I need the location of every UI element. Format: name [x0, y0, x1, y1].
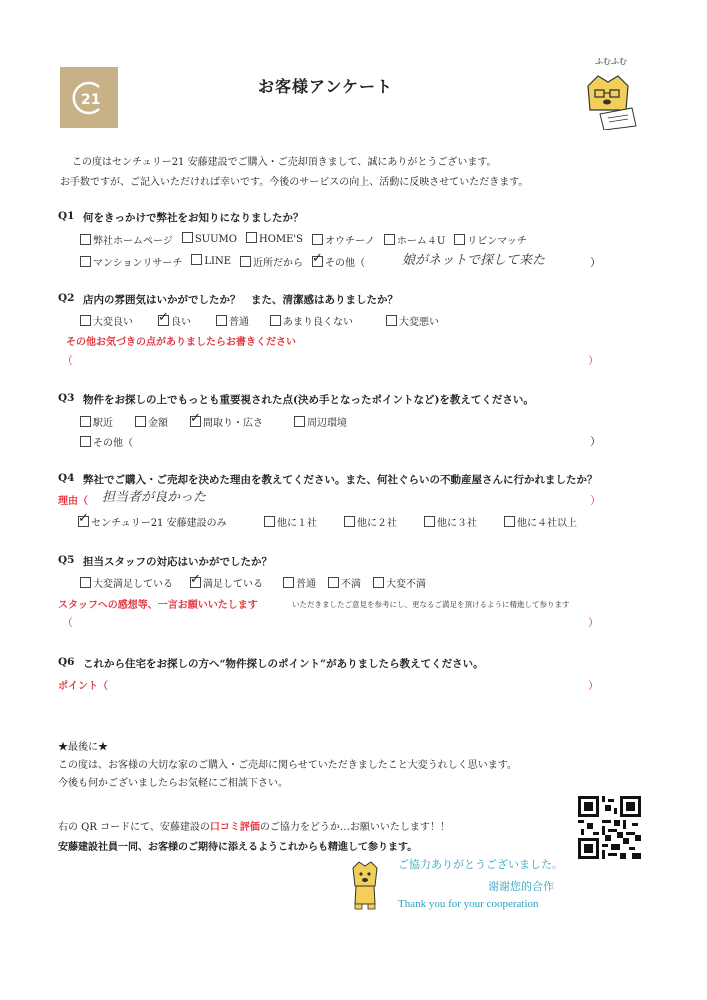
checkbox[interactable] — [344, 516, 355, 527]
checkbox[interactable] — [270, 315, 281, 326]
q1-question: 何をきっかけで弊社をお知りになりましたか？ — [83, 212, 304, 224]
q2-option-very-good[interactable]: 大変良い — [80, 313, 133, 328]
checkbox[interactable] — [80, 436, 91, 447]
q2-prompt: その他お気づきの点がありましたらお書きください — [66, 337, 296, 348]
checkbox[interactable] — [504, 516, 515, 527]
checkbox[interactable] — [80, 256, 91, 267]
q4-reason-label: 理由（ — [58, 496, 88, 507]
checkbox[interactable] — [191, 254, 202, 265]
checkbox[interactable] — [246, 232, 257, 243]
q4-question: 弊社でご購入・ご売却を決めた理由を教えてください。また、何社ぐらいの不動産屋さんに行かれましたか？ — [83, 474, 598, 486]
q4-option-2-others[interactable]: 他に２社 — [344, 514, 397, 529]
q1-option-mansion-research[interactable]: マンションリサーチ — [80, 254, 182, 269]
q5-option-very-dissatisfied[interactable]: 大変不満 — [373, 575, 426, 590]
q2-option-very-bad[interactable]: 大変悪い — [386, 313, 439, 328]
checkbox[interactable] — [424, 516, 435, 527]
q3-option-other[interactable]: その他（ — [80, 434, 133, 449]
checkbox-checked[interactable] — [158, 315, 169, 326]
q6-close-paren: ） — [588, 679, 599, 692]
checkbox[interactable] — [283, 577, 294, 588]
logo-mark-icon — [69, 78, 109, 118]
closing-final-line: 安藤建設社員一同、お客様のご期待に添えるようこれからも精進して参ります。 — [58, 842, 418, 853]
q6-label: Q6 — [58, 656, 75, 668]
q1-option-home4u[interactable]: ホーム４U — [384, 232, 445, 247]
checkbox[interactable] — [182, 232, 193, 243]
checkbox[interactable] — [240, 256, 251, 267]
q4-option-only-c21[interactable]: ✓センチュリー21 安藤建設のみ — [78, 514, 227, 529]
q1-close-paren: ） — [590, 256, 601, 269]
q1-option-homes[interactable]: HOME'S — [246, 232, 303, 247]
checkbox[interactable] — [80, 315, 91, 326]
q4-option-3-others[interactable]: 他に３社 — [424, 514, 477, 529]
q1-handwritten-answer[interactable]: 娘がネットで探して来た — [402, 253, 546, 268]
q3-close-paren: ） — [590, 435, 601, 448]
q6-question: これから住宅をお探しの方へ“物件探しのポイント”がありましたら教えてください。 — [83, 658, 484, 670]
q2-close-paren: ） — [588, 354, 599, 367]
q6-prompt: ポイント（ — [58, 681, 108, 692]
q5-close-paren: ） — [588, 616, 599, 629]
q1-option-livinmatch[interactable]: リビンマッチ — [454, 232, 527, 247]
closing-line-1: この度は、お客様の大切な家のご購入・ご売却に関らせていただきましたこと大変うれしく思います。 — [58, 760, 517, 771]
q1-options-row1 — [80, 232, 527, 247]
intro-line-2: お手数ですが、ご記入いただければ幸いです。今後のサービスの向上、活動に反映させていただきます。 — [60, 177, 529, 188]
qr-code-icon[interactable] — [578, 796, 641, 859]
q5-comment-field[interactable] — [80, 614, 580, 628]
thanks-english: Thank you for your cooperation — [398, 898, 539, 910]
q5-note: いただきましたご意見を参考にし、更なるご満足を頂けるように精進して参ります — [292, 600, 570, 609]
checkbox[interactable] — [373, 577, 384, 588]
q4-handwritten-reason[interactable]: 担当者が良かった — [102, 490, 207, 505]
q4-close-paren: ） — [590, 494, 601, 507]
q4-label: Q4 — [58, 472, 75, 484]
q5-option-very-satisfied[interactable]: 大変満足している — [80, 575, 173, 590]
qr-request-line: 右の QR コードにて、安藤建設の口コミ評価のご協力をどうか…お願いいたします！！ — [58, 822, 450, 833]
q4-option-1-other[interactable]: 他に１社 — [264, 514, 317, 529]
checkbox[interactable] — [454, 234, 465, 245]
q5-option-satisfied[interactable]: ✓ 満足している — [190, 575, 263, 590]
review-highlight: 口コミ評価 — [209, 822, 260, 833]
q2-open-paren: （ — [62, 354, 73, 367]
q3-question: 物件をお探しの上でもっとも重要視された点(決め手となったポイントなど)を教えてください。 — [83, 394, 534, 406]
intro-line-1: この度はセンチュリー21 安藤建設でご購入・ご売却頂きまして、誠にありがとうございます。 — [72, 157, 497, 168]
q3-option-price[interactable]: 金額 — [135, 414, 168, 429]
q1-option-other[interactable]: ✓ その他（ — [312, 254, 365, 269]
q5-prompt: スタッフへの感想等、一言お願いいたします — [58, 600, 258, 611]
q4-option-4-plus-others[interactable]: 他に４社以上 — [504, 514, 577, 529]
checkbox-checked[interactable] — [190, 577, 201, 588]
checkbox[interactable] — [216, 315, 227, 326]
century21-logo — [60, 67, 118, 128]
checkbox[interactable] — [294, 416, 305, 427]
checkbox[interactable] — [386, 315, 397, 326]
q1-label: Q1 — [58, 210, 75, 222]
checkbox[interactable] — [328, 577, 339, 588]
mascot-caption: ふむふむ — [595, 57, 627, 66]
q5-question: 担当スタッフの対応はいかがでしたか？ — [83, 556, 272, 568]
q5-label: Q5 — [58, 554, 75, 566]
svg-text:21: 21 — [81, 91, 101, 108]
q1-option-line[interactable]: LINE — [191, 254, 231, 269]
q5-open-paren: （ — [62, 616, 73, 629]
q3-option-surroundings[interactable]: 周辺環境 — [294, 414, 347, 429]
checkbox[interactable] — [135, 416, 146, 427]
closing-line-2: 今後も何かございましたらお気軽にご相談下さい。 — [58, 778, 288, 789]
q3-option-station[interactable]: 駅近 — [80, 414, 113, 429]
q5-option-normal[interactable]: 普通 — [283, 575, 316, 590]
checkbox[interactable] — [80, 416, 91, 427]
q1-options-row2 — [80, 254, 365, 269]
q1-option-ouchino[interactable]: オウチーノ — [312, 232, 375, 247]
checkbox-checked[interactable] — [190, 416, 201, 427]
dog-mascot-writing-icon — [578, 68, 638, 130]
page-title: お客様アンケート — [258, 77, 394, 96]
q2-option-good[interactable]: ✓ 良い — [158, 313, 191, 328]
q1-option-suumo[interactable]: SUUMO — [182, 232, 237, 247]
checkbox[interactable] — [312, 234, 323, 245]
checkbox[interactable] — [80, 577, 91, 588]
checkbox-checked[interactable] — [78, 516, 89, 527]
thanks-chinese: 谢谢您的合作 — [488, 880, 554, 893]
q1-option-homepage[interactable]: 弊社ホームページ — [80, 232, 173, 247]
q2-comment-field[interactable] — [80, 352, 580, 366]
q3-option-layout[interactable]: ✓ 間取り・広さ — [190, 414, 263, 429]
q1-option-nearby[interactable]: 近所だから — [240, 254, 303, 269]
checkbox[interactable] — [384, 234, 395, 245]
q5-option-dissatisfied[interactable]: 不満 — [328, 575, 361, 590]
q2-option-normal[interactable]: 普通 — [216, 313, 249, 328]
q3-label: Q3 — [58, 392, 75, 404]
checkbox-checked[interactable] — [312, 256, 323, 267]
q2-label: Q2 — [58, 292, 75, 304]
checkbox[interactable] — [80, 234, 91, 245]
closing-heading: ★最後に★ — [58, 742, 108, 753]
q2-option-not-good[interactable]: あまり良くない — [270, 313, 353, 328]
q2-question: 店内の雰囲気はいかがでしたか？ また、清潔感はありましたか？ — [83, 294, 398, 306]
thanks-japanese: ご協力ありがとうございました。 — [398, 858, 563, 871]
checkbox[interactable] — [264, 516, 275, 527]
q6-comment-field[interactable] — [120, 677, 580, 691]
dog-mascot-icon — [345, 858, 385, 910]
